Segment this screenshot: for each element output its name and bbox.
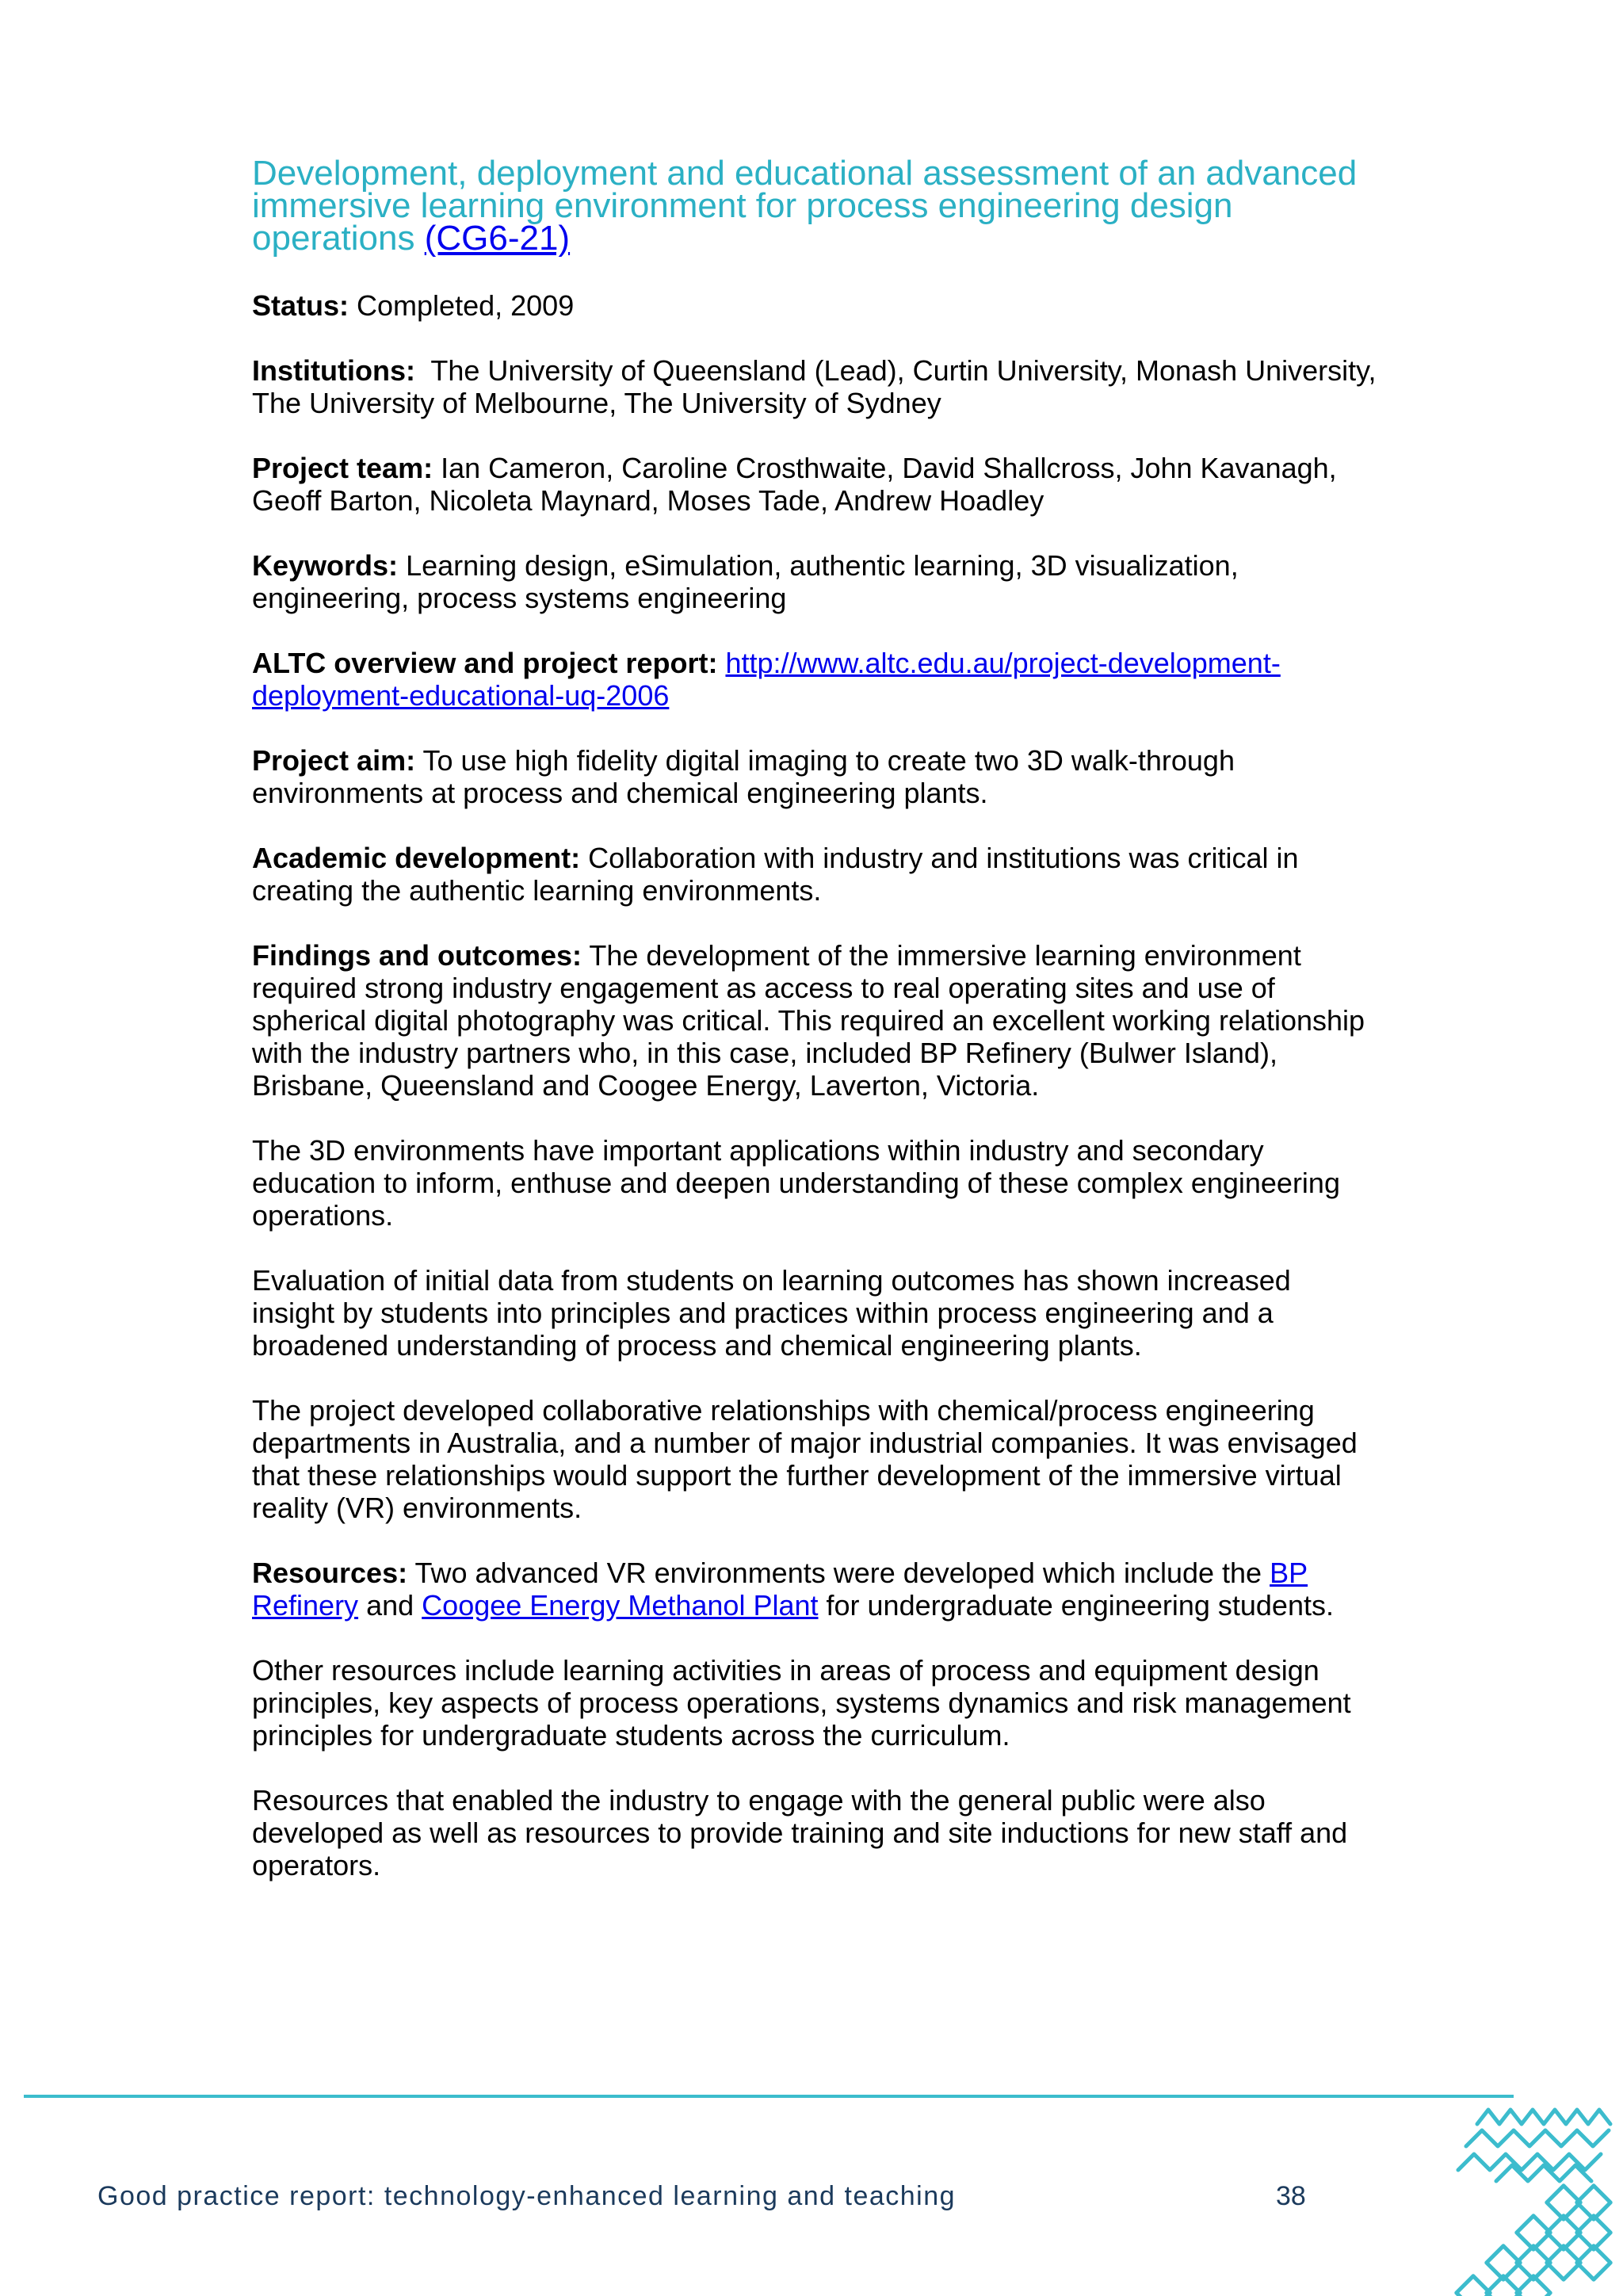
- body-paragraph-1: The 3D environments have important applications within industry and secondary education to inform, enthuse and deepen understanding of these complex engineering operations.: [252, 1134, 1340, 1232]
- findings-field: [252, 939, 1377, 1102]
- altc-report-field: [252, 647, 1377, 712]
- status-label: Status:: [252, 289, 349, 322]
- institutions-value: The University of Queensland (Lead), Curtin University, Monash University, The University of Melbourne, The University of Sydney: [252, 354, 1377, 419]
- title-text: Development, deployment and educational assessment of an advanced immersive learning environment for process engineering design operations: [252, 154, 1358, 258]
- institutions-field: [252, 354, 1377, 419]
- academic-development-field: [252, 842, 1377, 907]
- document-body: [252, 154, 1377, 1914]
- resources-label: Resources:: [252, 1557, 408, 1589]
- academic-development-label: Academic development:: [252, 842, 581, 874]
- body-paragraph-3: The project developed collaborative relationships with chemical/process engineering departments in Australia, and a number of major industrial companies. It was envisaged that these relationships would support the further development of the immersive virtual reality (VR) environments.: [252, 1394, 1358, 1524]
- altc-report-link[interactable]: http://www.altc.edu.au/project-development-deployment-educational-uq-2006: [252, 647, 1281, 712]
- altc-report-label: ALTC overview and project report:: [252, 647, 718, 679]
- project-ref-link[interactable]: (CG6-21): [424, 219, 571, 258]
- project-aim-value: To use high fidelity digital imaging to create two 3D walk-through environments at process and chemical engineering plants.: [252, 744, 1235, 809]
- project-aim-field: [252, 744, 1377, 809]
- status-field: [252, 289, 1377, 322]
- body-paragraph-5: Resources that enabled the industry to engage with the general public were also developed as well as resources to provide training and site inductions for new staff and operators.: [252, 1784, 1348, 1881]
- footer-title: Good practice report: technology-enhanced learning and teaching: [97, 2181, 957, 2211]
- resources-text-2: and: [366, 1589, 414, 1622]
- bp-refinery-link[interactable]: BP Refinery: [252, 1557, 1308, 1622]
- status-value: Completed, 2009: [357, 289, 575, 322]
- coogee-energy-link[interactable]: Coogee Energy Methanol Plant: [422, 1589, 819, 1622]
- resources-text-1: Two advanced VR environments were developed which include the: [414, 1557, 1262, 1589]
- page-title: [252, 154, 1377, 258]
- findings-value: The development of the immersive learning environment required strong industry engagement as access to real operating sites and use of spherical digital photography was critical. This required an excellent working relationship with the industry partners who, in this case, included BP Refinery (Bulwer Island), Brisbane, Queensland and Coogee Energy, Laverton, Victoria.: [252, 939, 1365, 1102]
- wave-diamond-logo-icon: [1419, 2092, 1623, 2296]
- page-number: 38: [1276, 2181, 1306, 2211]
- resources-text-3: for undergraduate engineering students.: [826, 1589, 1334, 1622]
- findings-label: Findings and outcomes:: [252, 939, 582, 972]
- project-aim-label: Project aim:: [252, 744, 416, 777]
- keywords-field: [252, 549, 1377, 614]
- project-team-value: Ian Cameron, Caroline Crosthwaite, David Shallcross, John Kavanagh, Geoff Barton, Nicoleta Maynard, Moses Tade, Andrew Hoadley: [252, 452, 1337, 517]
- footer-divider: [24, 2095, 1514, 2098]
- body-paragraph-2: Evaluation of initial data from students on learning outcomes has shown increased insight by students into principles and practices within process engineering and a broadened understanding of process and chemical engineering plants.: [252, 1264, 1291, 1362]
- keywords-value: Learning design, eSimulation, authentic learning, 3D visualization, engineering, process systems engineering: [252, 549, 1239, 614]
- resources-field: [252, 1557, 1377, 1622]
- institutions-label: Institutions:: [252, 354, 415, 387]
- project-team-label: Project team:: [252, 452, 433, 484]
- keywords-label: Keywords:: [252, 549, 399, 582]
- academic-development-value: Collaboration with industry and institutions was critical in creating the authentic learning environments.: [252, 842, 1299, 907]
- project-team-field: [252, 452, 1377, 517]
- body-paragraph-4: Other resources include learning activities in areas of process and equipment design principles, key aspects of process operations, systems dynamics and risk management principles for undergraduate students across the curriculum.: [252, 1654, 1351, 1752]
